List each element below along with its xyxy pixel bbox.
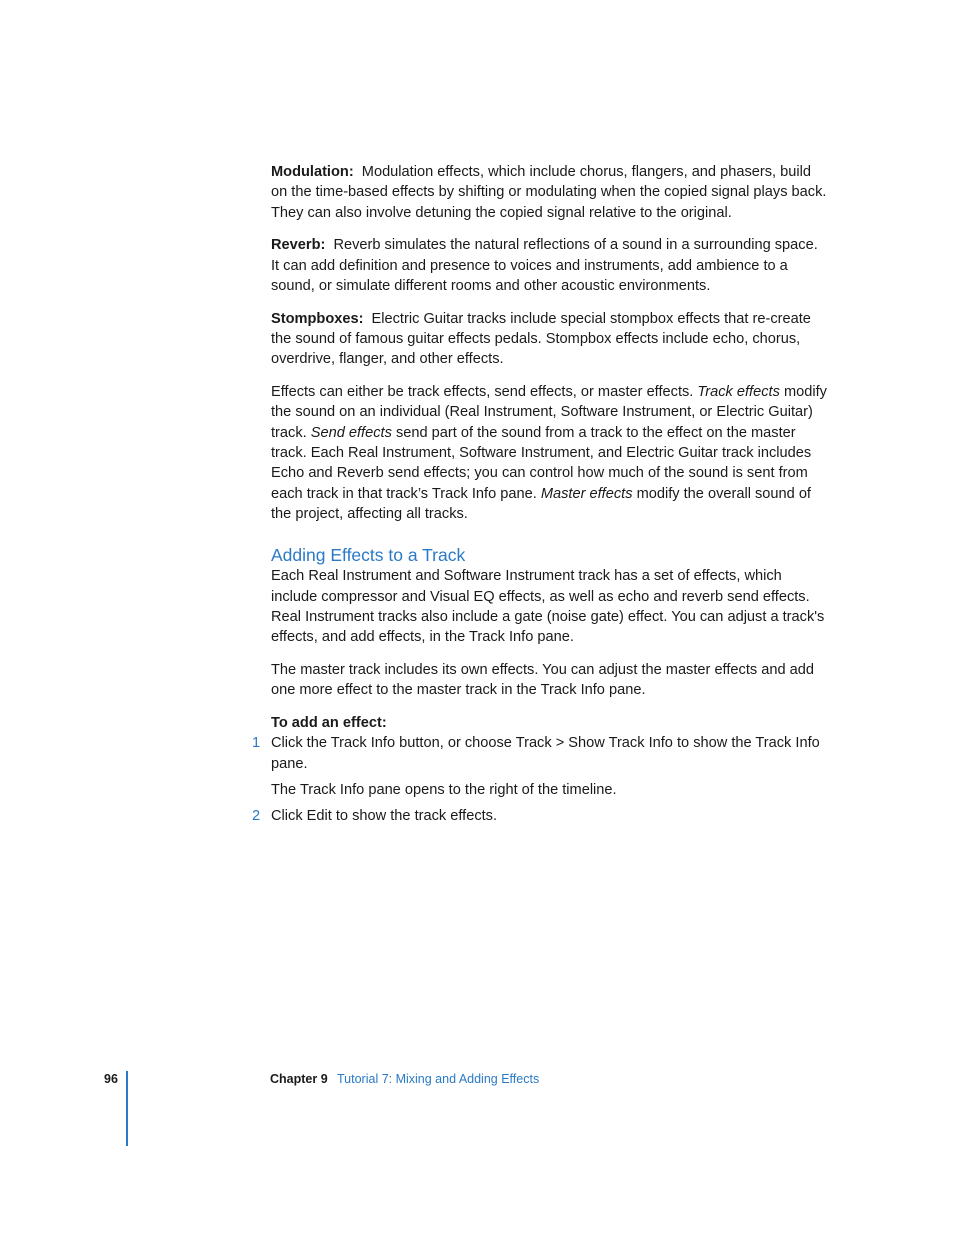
step-1 [252, 733, 827, 774]
section-paragraph-1: Each Real Instrument and Software Instrument track has a set of effects, which include compressor and Visual EQ effects, as well as echo and reverb send effects. Real Instrument tracks also include a gate (noise gate) effect. You can adjust a track's effects, and add effects, in the Track Info pane. [271, 568, 825, 646]
step-1-text: Click the Track Info button, or choose Track > Show Track Info to show the Track Info pane. [271, 735, 820, 772]
step-2-text: Click Edit to show the track effects. [271, 808, 498, 825]
section-heading: Adding Effects to a Track [271, 545, 466, 566]
reverb-paragraph [271, 235, 827, 296]
modulation-term: Modulation: [271, 164, 354, 180]
reverb-term: Reverb: [271, 237, 326, 254]
effects-intro-part3: send part of the sound from a track to the effect on the master track. Each Real Instrument, Software Instrument, and Electric Guitar track includes Echo and Reverb send effects; you can control how much of the sound is sent from each track in that track’s Track Info pane. [271, 424, 812, 502]
footer-rule [126, 1071, 128, 1146]
step-2-number: 2 [252, 808, 261, 825]
master-effects-term: Master effects [540, 485, 633, 502]
stompboxes-term: Stompboxes: [271, 310, 364, 327]
page-content [252, 162, 827, 827]
section-paragraph-2: The master track includes its own effects. You can adjust the master effects and add one more effect to the master track in the Track Info pane. [271, 661, 814, 699]
procedure-title: To add an effect: [271, 715, 387, 732]
step-2 [252, 806, 827, 826]
effects-intro-part1: Effects can either be track effects, send effects, or master effects. [271, 384, 694, 401]
step-1-result: The Track Info pane opens to the right of the timeline. [271, 781, 617, 798]
stompboxes-paragraph [271, 309, 827, 370]
stompboxes-text: Electric Guitar tracks include special stompbox effects that re-create the sound of famous guitar effects pedals. Stompbox effects include echo, chorus, overdrive, flanger, and other effects. [271, 310, 811, 368]
send-effects-term: Send effects [310, 424, 392, 441]
footer-chapter: Chapter 9 [270, 1072, 328, 1086]
footer-chapter-title: Tutorial 7: Mixing and Adding Effects [337, 1072, 540, 1086]
effects-intro-part2: modify the sound on an individual (Real Instrument, Software Instrument, or Electric Guitar) track. [271, 384, 827, 441]
track-effects-term: Track effects [697, 384, 780, 401]
reverb-text: Reverb simulates the natural reflections of a sound in a surrounding space. It can add definition and presence to voices and instruments, add ambience to a sound, or simulate different rooms and other acoustic environments. [271, 237, 818, 294]
page-number: 96 [104, 1072, 118, 1086]
step-1-number: 1 [252, 735, 261, 752]
modulation-paragraph [271, 162, 827, 223]
effects-intro-part4: modify the overall sound of the project, affecting all tracks. [271, 485, 811, 522]
effects-intro-paragraph [271, 382, 827, 524]
modulation-text: Modulation effects, which include chorus, flangers, and phasers, build on the time-based effects by shifting or modulating when the copied signal plays back. They can also involve detuning the copied signal relative to the original. [271, 164, 827, 221]
